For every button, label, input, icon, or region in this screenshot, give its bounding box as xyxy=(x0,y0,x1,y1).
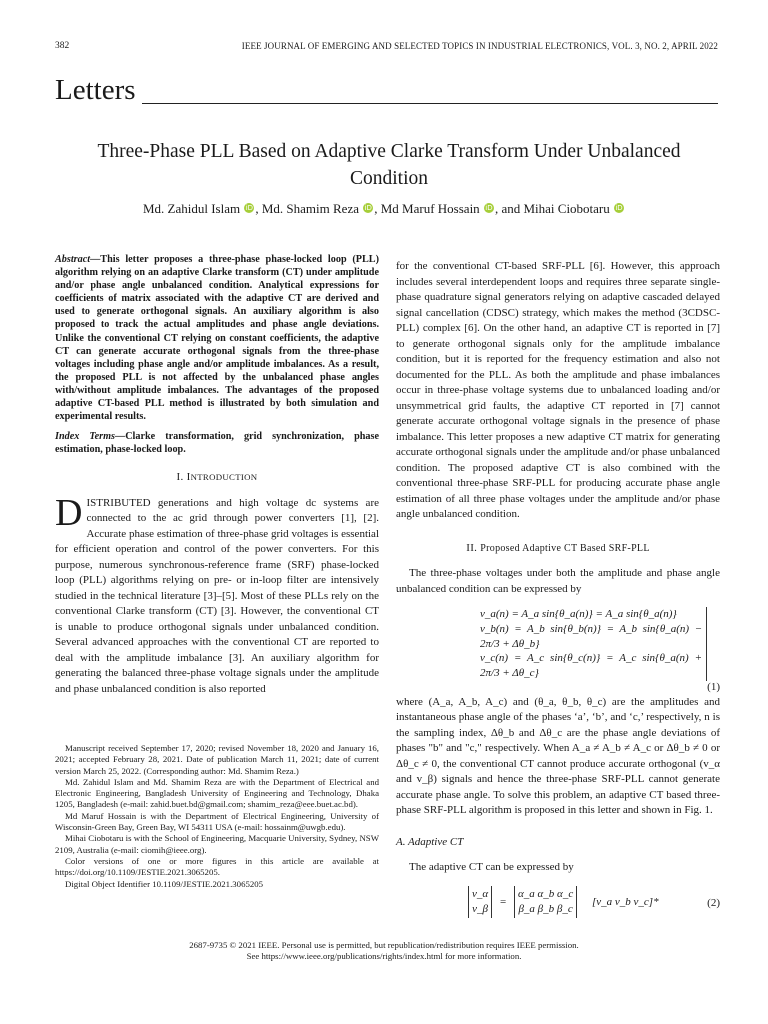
section-heading-text: Proposed Adaptive CT Based SRF-PLL xyxy=(480,542,650,554)
author-separator: , xyxy=(374,201,381,216)
footnote: Mihai Ciobotaru is with the School of Engineering, Macquarie University, Sydney, NSW 2109, Australia (e-mail: ciomih@ieee.org). xyxy=(55,833,379,855)
paper-title: Three-Phase PLL Based on Adaptive Clarke Transform Under Unbalanced Condition xyxy=(97,141,681,189)
matrix-rhs: [v_a v_b v_c]* xyxy=(592,895,659,908)
body-paragraph: The adaptive CT can be expressed by xyxy=(409,861,574,874)
author-line xyxy=(40,201,728,217)
section-heading-rest: NTRODUCTION xyxy=(190,472,258,483)
footnote: Md Maruf Hossain is with the Department of Electrical Engineering, University of Wisconsin-Green Bay, Green Bay, WI 54311 USA (e-mail: hossainm@uwgb.edu). xyxy=(55,810,379,833)
abstract-label: Abstract xyxy=(55,254,91,265)
drop-cap: D xyxy=(55,491,83,534)
right-column xyxy=(396,259,720,920)
equals-sign: = xyxy=(500,895,507,908)
equation-number: (1) xyxy=(707,681,720,694)
section-numeral: I. xyxy=(176,471,187,484)
section-title: Letters xyxy=(55,74,136,106)
orcid-icon[interactable]: iD xyxy=(245,204,254,212)
equation-number: (2) xyxy=(707,896,720,909)
subsection-heading: A. Adaptive CT xyxy=(396,835,464,848)
intro-paragraph xyxy=(55,491,379,698)
section-numeral: II. xyxy=(466,541,481,554)
section-heading-initial: I xyxy=(186,471,191,484)
body-paragraph: for the conventional CT-based SRF-PLL [6]. However, this approach includes several interdependent loops and requires three separate single-phase quadrature signal generators relying on adaptive cascaded delayed signal cancellation (CDSC) strategy, which makes the method (3CDSC-PLL) complex [6]. On the other hand, an adaptive CT is reported in [7] to generate orthogonal signals only for the amplitude imbalance condition, but it is reported for the frequency estimation and also not documented for the PLL. As both the amplitude and phase imbalances occur in three-phase voltage systems due to unbalanced loading and/or unsymmetrical grid faults, the adaptive CT reported in [7] cannot generate accurate orthogonal voltage signals in the presence of phase imbalance. This letter proposes a new adaptive CT matrix for generating accurate orthogonal signals under the amplitude and/or phase unbalanced condition. The proposed adaptive CT is also combined with the conventional three-phase SRF-PLL for producing accurate phase angle estimation of all three phase voltages under the amplitude and/or phase angle unbalanced condition. xyxy=(396,260,720,520)
equation-row: v_b(n) = A_b sin{θ_b(n)} = A_b sin{θ_a(n) − 2π/3 + Δθ_b} xyxy=(480,622,702,650)
footnote: Manuscript received September 17, 2020; revised November 18, 2020 and January 16, 2021; accepted February 28, 2021. Date of publication March 11, 2021; date of current version March 25, 2022. (Corresponding author: Md. Shamim Reza.) xyxy=(55,743,379,776)
index-terms-text: —Clarke transformation, grid synchronization, phase estimation, phase-locked loop. xyxy=(55,431,379,456)
footnote: Digital Object Identifier 10.1109/JESTIE.2021.3065205 xyxy=(65,878,264,889)
author-name: Md Maruf Hossain xyxy=(380,201,480,216)
page-number: 382 xyxy=(55,41,70,51)
orcid-icon[interactable]: iD xyxy=(364,204,372,212)
body-paragraph: The three-phase voltages under both the amplitude and phase angle unbalanced condition can be expressed by xyxy=(396,567,720,595)
equation-row: v_c(n) = A_c sin{θ_c(n)} = A_c sin{θ_a(n) + 2π/3 + Δθ_c} xyxy=(480,652,702,680)
matrix-row: α_a α_b α_c xyxy=(518,887,574,900)
matrix-row: β_a β_b β_c xyxy=(518,902,573,915)
index-terms xyxy=(55,430,379,456)
section-rule xyxy=(142,103,718,104)
matrix-lhs xyxy=(468,886,492,918)
section-heading xyxy=(396,541,720,557)
author-name: Md. Shamim Reza xyxy=(261,201,359,216)
author-separator: , xyxy=(255,201,262,216)
index-terms-label: Index Terms xyxy=(55,431,116,443)
section-heading xyxy=(55,470,379,486)
matrix-coefficients xyxy=(514,886,577,918)
author-separator: , and xyxy=(494,201,524,216)
footnotes xyxy=(55,743,379,890)
footnote: Md. Zahidul Islam and Md. Shamim Reza are with the Department of Electrical and Electronic Engineering, Bangladesh University of Engineering and Technology, Dhaka 1205, Bangladesh (e-mail: zahid.buet.bd@gmail.com; shamim_reza@eee.buet.ac.bd). xyxy=(55,776,379,810)
copyright-line: 2687-9735 © 2021 IEEE. Personal use is permitted, but republication/redistribution requires IEEE permission. xyxy=(189,940,579,950)
orcid-icon[interactable]: iD xyxy=(485,204,493,212)
equation-2 xyxy=(396,886,720,920)
body-paragraph: where (A_a, A_b, A_c) and (θ_a, θ_b, θ_c) are the amplitudes and instantaneous phase angle of the phases ‘a’, ‘b’, and ‘c,’ respectively, n is the sampling index, Δθ_b and Δθ_c are the phase angle deviations of phases "b" and "c," respectively. When A_a ≠ A_b ≠ A_c or Δθ_b ≠ 0 or Δθ_c ≠ 0, the conventional CT cannot produce accurate orthogonal (v_α and v_β) signals and hence the three-phase SRF-PLL cannot generate accurate phase angle. To solve this problem, an adaptive CT based three-phase SRF-PLL algorithm is proposed in this letter and shown in Fig. 1. xyxy=(396,695,720,817)
matrix-entry: v_α xyxy=(472,887,489,900)
left-column xyxy=(55,253,379,697)
orcid-icon[interactable]: iD xyxy=(615,204,623,212)
equation-row: v_a(n) = A_a sin{θ_a(n)} = A_a sin{θ_a(n)} xyxy=(480,608,677,620)
journal-header: IEEE JOURNAL OF EMERGING AND SELECTED TOPICS IN INDUSTRIAL ELECTRONICS, VOL. 3, NO. 2, APRIL 2022 xyxy=(241,41,718,51)
copyright-notice xyxy=(40,940,728,962)
footnote: Color versions of one or more figures in this article are available at https://doi.org/10.1109/JESTIE.2021.3065205. xyxy=(55,855,379,878)
abstract-text: —This letter proposes a three-phase phase-locked loop (PLL) algorithm relying on an adaptive Clarke transform (CT) under amplitude and/or phase angle unbalanced condition. Analytical expressions for coefficients of matrix associated with the adaptive CT are derived and used to generate orthogonal signals. An auxiliary algorithm is also proposed to track the actual amplitudes and phase angle deviations. Unlike the conventional CT relying on constant coefficients, the adaptive CT can generate accurate orthogonal signals from the three-phase voltages including phase angle and/or amplitude imbalances. As a result, the proposed PLL is not affected by the unbalanced phase angles with/without amplitude imbalances. The advantages of the proposed adaptive CT-based PLL method is illustrated by both simulation and experimental results. xyxy=(55,254,379,423)
copyright-line: See https://www.ieee.org/publications/rights/index.html for more information. xyxy=(246,951,522,961)
matrix-entry: v_β xyxy=(472,902,489,915)
intro-text: ISTRIBUTED generations and high voltage dc systems are connected to the ac grid through power converters [1], [2]. Accurate phase estimation of three-phase grid voltages is essential for efficient operation and control of the power converters. For this purpose, numerous synchronous-reference frame (SRF) phase-locked loop (PLL) algorithms relying on pre- or in-loop filter are intensively studied in the technical literature [3]–[5]. Most of these PLLs rely on the conventional Clarke transform (CT) [3]. However, the conventional CT is unable to produce orthogonal signals under unbalanced condition. Several advanced approaches with the conventional CT are reported to deal with the amplitude imbalance [3]. An auxiliary algorithm for generating the balanced three-phase voltage signals under the amplitude and phase unbalanced condition is also reported xyxy=(55,496,379,695)
author-name: Md. Zahidul Islam xyxy=(142,201,241,216)
author-name: Mihai Ciobotaru xyxy=(523,201,610,216)
equation-1 xyxy=(396,607,720,694)
abstract xyxy=(55,253,379,423)
